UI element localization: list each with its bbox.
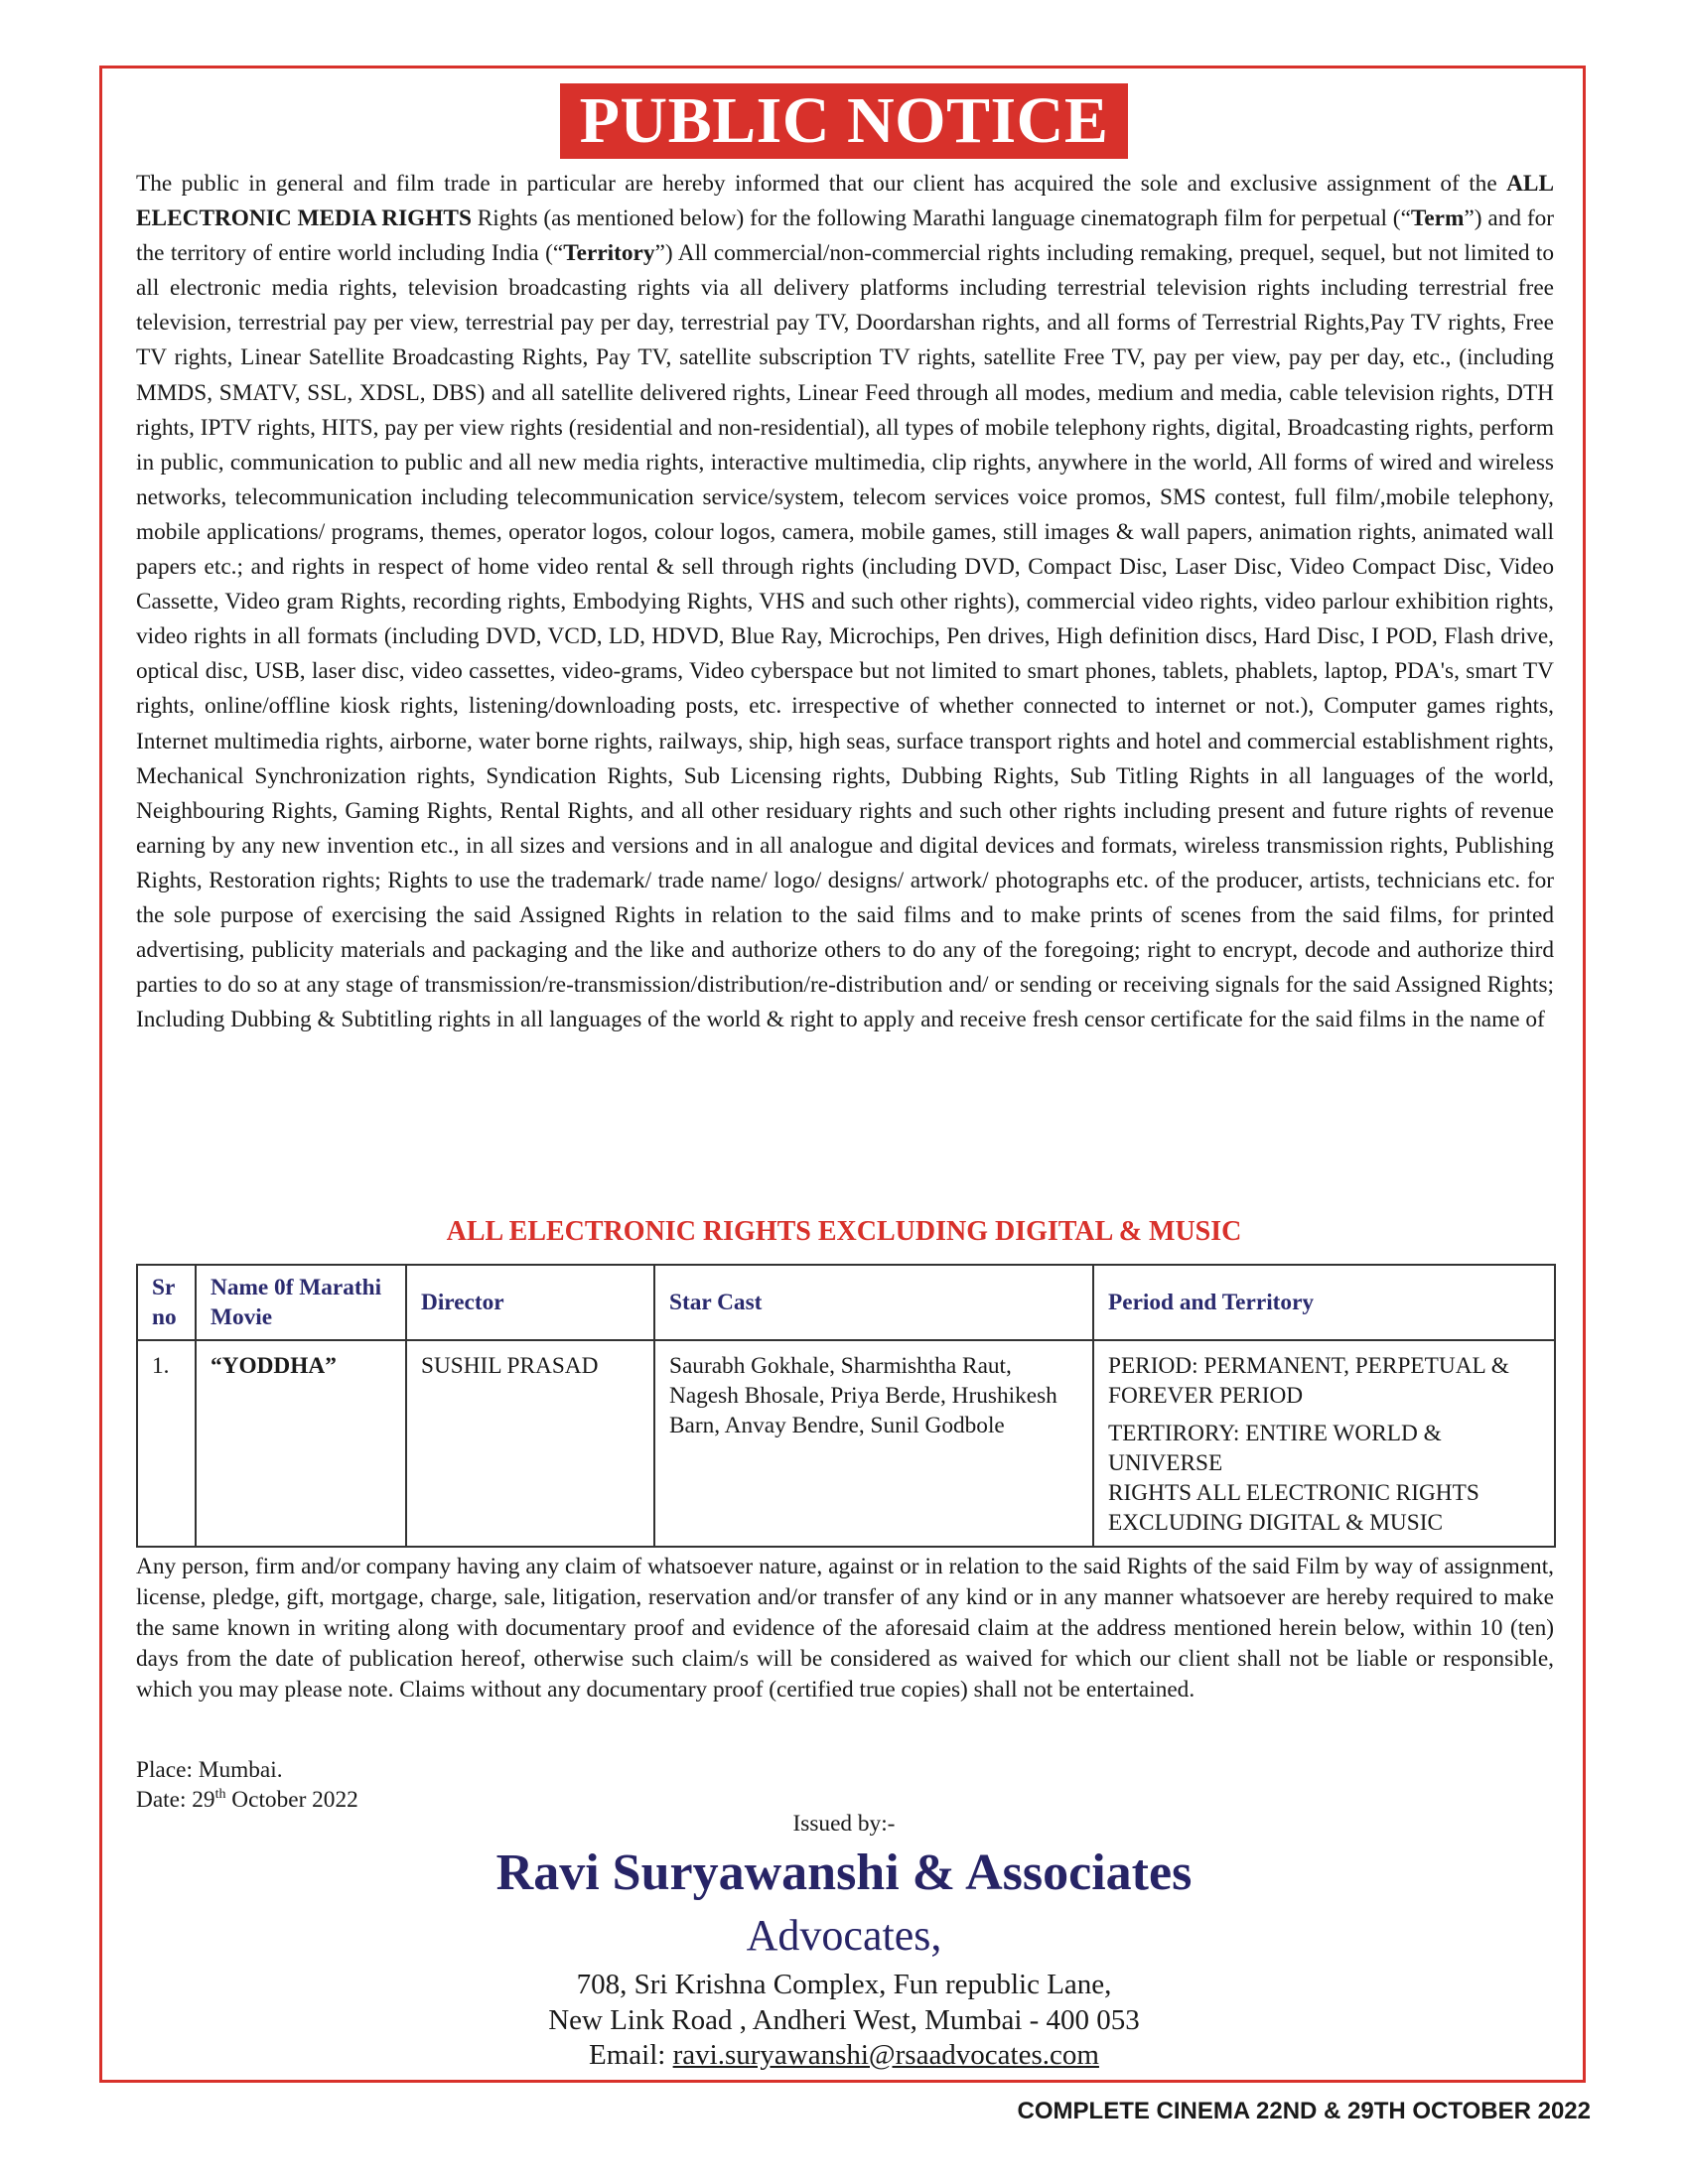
rights-table: [136, 1264, 1556, 1548]
cell-star-cast: Saurabh Gokhale, Sharmishtha Raut, Nagesh Bhosale, Priya Berde, Hrushikesh Barn, Anvay Bendre, Sunil Godbole: [654, 1340, 1093, 1547]
section-heading: ALL ELECTRONIC RIGHTS EXCLUDING DIGITAL & MUSIC: [446, 1216, 1242, 1247]
period-line: PERIOD: PERMANENT, PERPETUAL & FOREVER PERIOD: [1108, 1353, 1509, 1409]
date-ordinal: th: [214, 1787, 226, 1803]
body-text-4: ”) All commercial/non-commercial rights including remaking, prequel, sequel, but not limited to all electronic media rights, television broadcasting rights via all delivery platforms including terrestrial television rights including terrestrial free television, terrestrial pay per view, terrestrial pay per day, terrestrial pay TV, Doordarshan rights, and all forms of Terrestrial Rights,Pay TV rights, Free TV rights, Linear Satellite Broadcasting Rights, Pay TV, satellite subscription TV rights, satellite Free TV, pay per view, pay per day, etc., (including MMDS, SMATV, SSL, XDSL, DBS) and all satellite delivered rights, Linear Feed through all modes, medium and media, cable television rights, DTH rights, IPTV rights, HITS, pay per view rights (residential and non-residential), all types of mobile telephony rights, digital, Broadcasting rights, perform in public, communication to public and all new media rights, interactive multimedia, clip rights, anywhere in the world, All forms of wired and wireless networks, telecommunication including telecommunication service/system, telecom services voice promos, SMS contest, full film/,mobile telephony, mobile applications/ programs, themes, operator logos, colour logos, camera, mobile games, still images & wall papers, animation rights, animated wall papers etc.; and rights in respect of home video rental & sell through rights (including DVD, Compact Disc, Laser Disc, Video Compact Disc, Video Cassette, Video gram Rights, recording rights, Embodying Rights, VHS and such other rights), commercial video rights, video parlour exhibition rights, video rights in all formats (including DVD, VCD, LD, HDVD, Blue Ray, Microchips, Pen drives, High definition discs, Hard Disc, I POD, Flash drive, optical disc, USB, laser disc, video cassettes, video-grams, Video cyberspace but not limited to smart phones, tablets, phablets, laptop, PDA's, smart TV rights, online/offline kiosk rights, listening/downloading posts, etc. irrespective of whether connected to internet or not.), Computer games rights, Internet multimedia rights, airborne, water borne rights, railways, ship, high seas, surface transport rights and hotel and commercial establishment rights, Mechanical Synchronization rights, Syndication Rights, Sub Licensing rights, Dubbing Rights, Sub Titling Rights in all languages of the world, Neighbouring Rights, Gaming Rights, Rental Rights, and all other residuary rights and such other rights including present and future rights of revenue earning by any new invention etc., in all sizes and versions and in all analogue and digital devices and formats, wireless transmission rights, Publishing Rights, Restoration rights; Rights to use the trademark/ trade name/ logo/ designs/ artwork/ photographs etc. of the producer, artists, technicians etc. for the sole purpose of exercising the said Assigned Rights in relation to the said films and to make prints of scenes from the said films, for printed advertising, publicity materials and packaging and the like and authorize others to do any of the foregoing; right to encrypt, decode and authorize third parties to do so at any stage of transmission/re-transmission/distribution/re-distribution and/ or sending or receiving signals for the said Assigned Rights; Including Dubbing & Subtitling rights in all languages of the world & right to apply and receive fresh censor certificate for the said films in the name of: [136, 240, 1554, 1033]
address-line-1: 708, Sri Krishna Complex, Fun republic Lane,: [576, 1969, 1112, 2000]
cell-director: SUSHIL PRASAD: [406, 1340, 654, 1547]
body-text-3: ”) and for the territory of entire world including India (“: [136, 205, 1554, 267]
notice-body: [136, 167, 1554, 1037]
body-text-2: Rights (as mentioned below) for the following Marathi language cinematograph film for perpetual (“: [471, 205, 1411, 232]
body-bold-territory: Territory: [563, 240, 655, 267]
date-rest: October 2022: [225, 1787, 358, 1813]
footer-publication: COMPLETE CINEMA 22ND & 29TH OCTOBER 2022: [1017, 2098, 1591, 2124]
line-gap: [1108, 1411, 1540, 1419]
date-prefix: Date: 29: [136, 1787, 215, 1813]
firm-subtitle: Advocates,: [746, 1911, 942, 1960]
header-director: Director: [406, 1265, 654, 1340]
cell-movie-name: “YODDHA”: [196, 1340, 406, 1547]
cell-sr-no: 1.: [137, 1340, 196, 1547]
body-text-1: The public in general and film trade in particular are hereby informed that our client has acquired the sole and exclusive assignment of the: [136, 171, 1507, 197]
body-bold-rights: ALL ELECTRONIC MEDIA RIGHTS: [136, 171, 1554, 232]
header-sr-no: Sr no: [137, 1265, 196, 1340]
territory-line: TERTIRORY: ENTIRE WORLD & UNIVERSE: [1108, 1421, 1442, 1476]
issued-by: Issued by:-: [792, 1811, 896, 1837]
email-link[interactable]: ravi.suryawanshi@rsaadvocates.com: [672, 2039, 1099, 2071]
rights-line: RIGHTS ALL ELECTRONIC RIGHTS EXCLUDING DIGITAL & MUSIC: [1108, 1480, 1479, 1536]
header-movie-name: Name 0f Marathi Movie: [196, 1265, 406, 1340]
firm-name: Ravi Suryawanshi & Associates: [495, 1844, 1193, 1901]
notice-title: PUBLIC NOTICE: [560, 83, 1129, 159]
title-wrapper: [0, 83, 1688, 159]
header-star-cast: Star Cast: [654, 1265, 1093, 1340]
body-bold-term: Term: [1410, 205, 1465, 232]
email-label: Email:: [589, 2039, 673, 2071]
email-line: [0, 2038, 1688, 2072]
table-header-row: [137, 1265, 1555, 1340]
address-line-2: New Link Road , Andheri West, Mumbai - 400 053: [548, 2004, 1140, 2036]
header-period-territory: Period and Territory: [1093, 1265, 1555, 1340]
claim-paragraph: Any person, firm and/or company having any claim of whatsoever nature, against or in relation to the said Rights of the said Film by way of assignment, license, pledge, gift, mortgage, charge, sale, litigation, reservation and/or transfer of any kind or in any manner whatsoever are hereby required to make the same known in writing along with documentary proof and evidence of the aforesaid claim at the address mentioned herein below, within 10 (ten) days from the date of publication hereof, otherwise such claim/s will be considered as waived for which our client shall not be liable or responsible, which you may please note. Claims without any documentary proof (certified true copies) shall not be entertained.: [136, 1554, 1554, 1703]
table-row: [137, 1340, 1555, 1547]
place-line: Place: Mumbai.: [136, 1757, 283, 1783]
cell-period-territory: [1093, 1340, 1555, 1547]
